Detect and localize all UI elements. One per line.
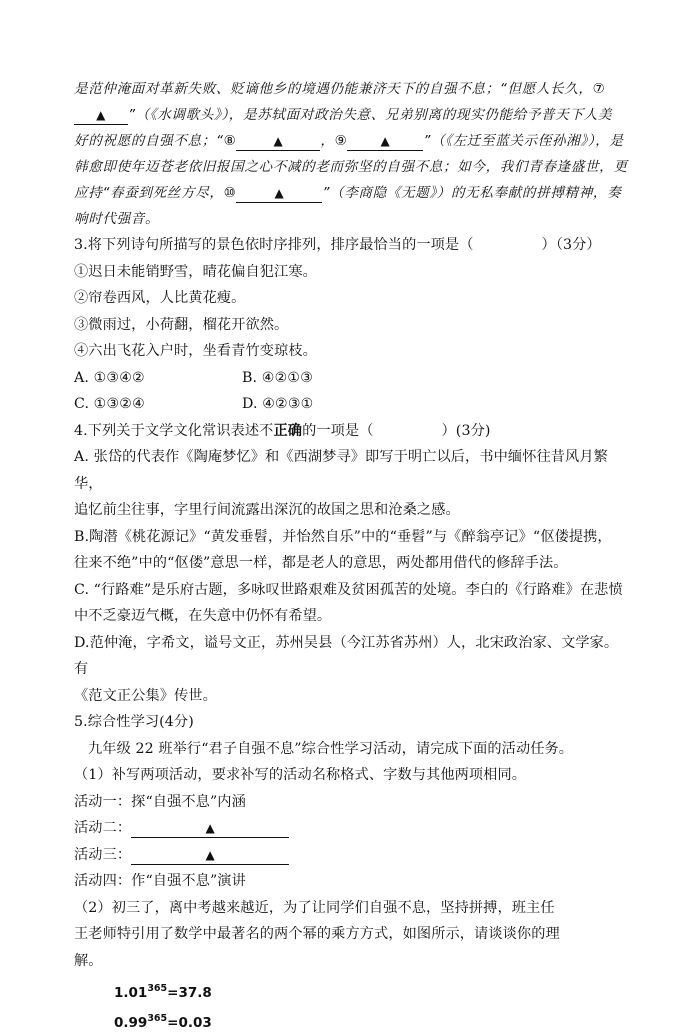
q3-options-row-1 [74, 365, 630, 392]
passage-line-2: ▲ ”（《水调歌头》），是苏轼面对政治失意、兄弟别离的现实仍能给予普天下人美 [74, 102, 630, 128]
triangle-marker-icon: ▲ [380, 134, 391, 148]
q5-sub2-line-1: （2）初三了，离中考越来越近，为了让同学们自强不息，坚持拼搏，班主任 [74, 899, 555, 916]
activity-2: 活动二： ▲ [74, 815, 630, 842]
q4-option-d-line-2: 《范文正公集》传世。 [74, 687, 217, 704]
question-4 [74, 418, 630, 710]
q4-option-a-line-2: 追忆前尘往事，字里行间流露出深沉的故国之思和沧桑之感。 [74, 502, 460, 518]
q3-option-c[interactable]: C. ①③②④ [74, 396, 145, 412]
triangle-marker-icon: ▲ [274, 186, 285, 200]
math-expression-1: $1.01^{365}=37.8$ [114, 983, 212, 1001]
q3-options-row-2 [74, 391, 630, 418]
q3-option-b[interactable]: B. ④②①③ [242, 369, 314, 386]
triangle-marker-icon: ▲ [96, 108, 106, 122]
blank-10[interactable] [236, 184, 322, 203]
q3-option-d[interactable]: D. ④②③① [242, 396, 314, 412]
q3-item-4: ④六出飞花入户时，坐看青竹变琼枝。 [74, 343, 317, 359]
q4-option-b-line-2: 往来不绝”中的“伛偻”意思一样，都是老人的意思，两处都用借代的修辞手法。 [74, 555, 568, 571]
passage-line-1: 是范仲淹面对革新失败、贬谪他乡的境遇仍能兼济天下的自强不息；“但愿人长久，⑦ [74, 81, 606, 97]
triangle-marker-icon: ▲ [205, 847, 215, 862]
passage-line-5: 应持“春蚕到死丝方尽，⑩ ▲ ”（李商隐《无题》）的无私奉献的拼搏精神，奏 [74, 185, 622, 201]
q4-stem: 4.下列关于文学文化常识表述不正确的一项是（ ）(3分) [74, 422, 491, 439]
activity-3-blank[interactable] [131, 846, 289, 865]
activity-3: 活动三： ▲ [74, 842, 630, 869]
math-expression-2: $0.99^{365}=0.03$ [114, 1013, 212, 1031]
blank-8[interactable] [236, 132, 320, 151]
q4-stem-emphasis: 正确 [273, 422, 303, 439]
q3-item-3: ③微雨过，小荷翻，榴花开欲然。 [74, 316, 289, 333]
q4-option-d-line-1: D.范仲淹，字希文，谥号文正，苏州吴县（今江苏省苏州）人，北宋政治家、文学家。有 [74, 634, 619, 677]
passage-line-4: 韩愈即使年迈苍老依旧报国之心不减的老而弥坚的自强不息；如今，我们青春逢盛世，更 [74, 159, 628, 175]
q5-sub1: （1）补写两项活动，要求补写的活动名称格式、字数与其他两项相同。 [74, 767, 527, 783]
q3-option-a[interactable]: A. ①③④② [74, 369, 145, 386]
activity-4: 活动四：作“自强不息”演讲 [74, 873, 246, 889]
blank-9[interactable] [347, 132, 423, 151]
q3-item-1: ①迟日未能销野雪，晴花偏自犯江寒。 [74, 263, 317, 280]
question-3 [74, 232, 630, 418]
activity-2-blank[interactable] [131, 819, 289, 838]
passage-line-6: 响时代强音。 [74, 211, 160, 227]
q4-option-b-line-1: B.陶潜《桃花源记》“黄发垂髫，并怡然自乐”中的“垂髫”与《醉翁亭记》“伛偻提携， [74, 528, 612, 545]
blank-7[interactable] [74, 106, 128, 125]
triangle-marker-icon: ▲ [205, 821, 215, 835]
q4-option-c-line-1: C. “行路难”是乐府古题，多咏叹世路艰难及贫困孤苦的处境。李白的《行路难》在悲愤 [74, 581, 623, 598]
q5-sub2-line-2: 王老师特引用了数学中最著名的两个幂的乘方方式，如图所示，请谈谈你的理 [74, 926, 560, 942]
q5-intro: 九年级 22 班举行“君子自强不息”综合性学习活动，请完成下面的活动任务。 [88, 740, 574, 757]
q4-option-c-line-2: 中不乏豪迈气概，在失意中仍怀有希望。 [74, 608, 332, 624]
passage-block [74, 76, 630, 232]
q3-stem: 3.将下列诗句所描写的景色依时序排列，排序最恰当的一项是（ ）（3分） [74, 237, 601, 253]
question-5 [74, 709, 630, 1036]
triangle-marker-icon: ▲ [273, 134, 284, 148]
activity-1: 活动一：探“自强不息”内涵 [74, 793, 246, 810]
passage-line-3: 好的祝愿的自强不息；“⑧ ▲ ，⑨ ▲ ”（《左迁至蓝关示侄孙湘》），是 [74, 133, 624, 149]
q4-option-a-line-1: A. 张岱的代表作《陶庵梦忆》和《西湖梦寻》即写于明亡以后，书中缅怀往昔风月繁华， [74, 449, 608, 492]
q5-sub2-line-3: 解。 [74, 952, 103, 969]
q5-title: 5.综合性学习(4分) [74, 714, 194, 730]
q3-item-2: ②帘卷西风，人比黄花瘦。 [74, 290, 246, 306]
